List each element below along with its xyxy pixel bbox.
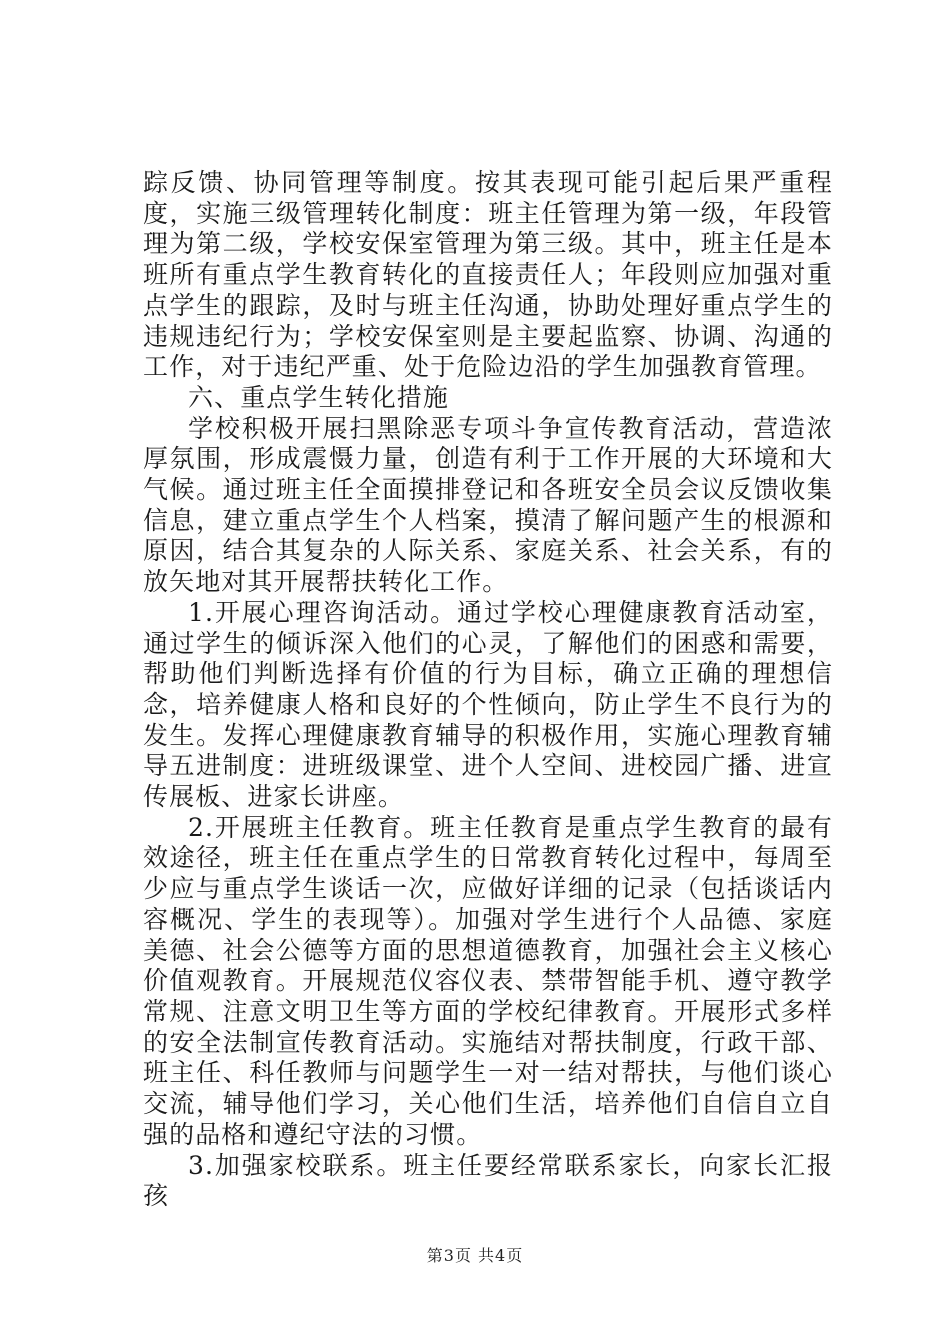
document-body [143,168,833,1212]
paragraph-intro-measures: 学校积极开展扫黑除恶专项斗争宣传教育活动，营造浓厚氛围，形成震慑力量，创造有利于工作开展的大环境和大气候。通过班主任全面摸排登记和各班安全员会议反馈收集信息，建立重点学生个人档案，摸清了解问题产生的根源和原因，结合其复杂的人际关系、家庭关系、社会关系，有的放矢地对其开展帮扶转化工作。 [143,413,833,597]
page-footer: 第3页 共4页 [426,1246,524,1265]
paragraph-item-3: 3.加强家校联系。班主任要经常联系家长，向家长汇报孩 [143,1150,833,1211]
paragraph-continuation: 踪反馈、协同管理等制度。按其表现可能引起后果严重程度，实施三级管理转化制度：班主任管理为第一级，年段管理为第二级，学校安保室管理为第三级。其中，班主任是本班所有重点学生教育转化的直接责任人；年段则应加强对重点学生的跟踪，及时与班主任沟通，协助处理好重点学生的违规违纪行为；学校安保室则是主要起监察、协调、沟通的工作，对于违纪严重、处于危险边沿的学生加强教育管理。 [143,168,833,382]
paragraph-item-1: 1.开展心理咨询活动。通过学校心理健康教育活动室，通过学生的倾诉深入他们的心灵，了解他们的困惑和需要，帮助他们判断选择有价值的行为目标，确立正确的理想信念，培养健康人格和良好的个性倾向，防止学生不良行为的发生。发挥心理健康教育辅导的积极作用，实施心理教育辅导五进制度：进班级课堂、进个人空间、进校园广播、进宣传展板、进家长讲座。 [143,597,833,812]
section-heading-six: 六、重点学生转化措施 [188,382,450,412]
paragraph-item-2: 2.开展班主任教育。班主任教育是重点学生教育的最有效途径，班主任在重点学生的日常教育转化过程中，每周至少应与重点学生谈话一次，应做好详细的记录（包括谈话内容概况、学生的表现等）。加强对学生进行个人品德、家庭美德、社会公德等方面的思想道德教育，加强社会主义核心价值观教育。开展规范仪容仪表、禁带智能手机、遵守教学常规、注意文明卫生等方面的学校纪律教育。开展形式多样的安全法制宣传教育活动。实施结对帮扶制度，行政干部、班主任、科任教师与问题学生一对一结对帮扶，与他们谈心交流，辅导他们学习，关心他们生活，培养他们自信自立自强的品格和遵纪守法的习惯。 [143,812,833,1149]
